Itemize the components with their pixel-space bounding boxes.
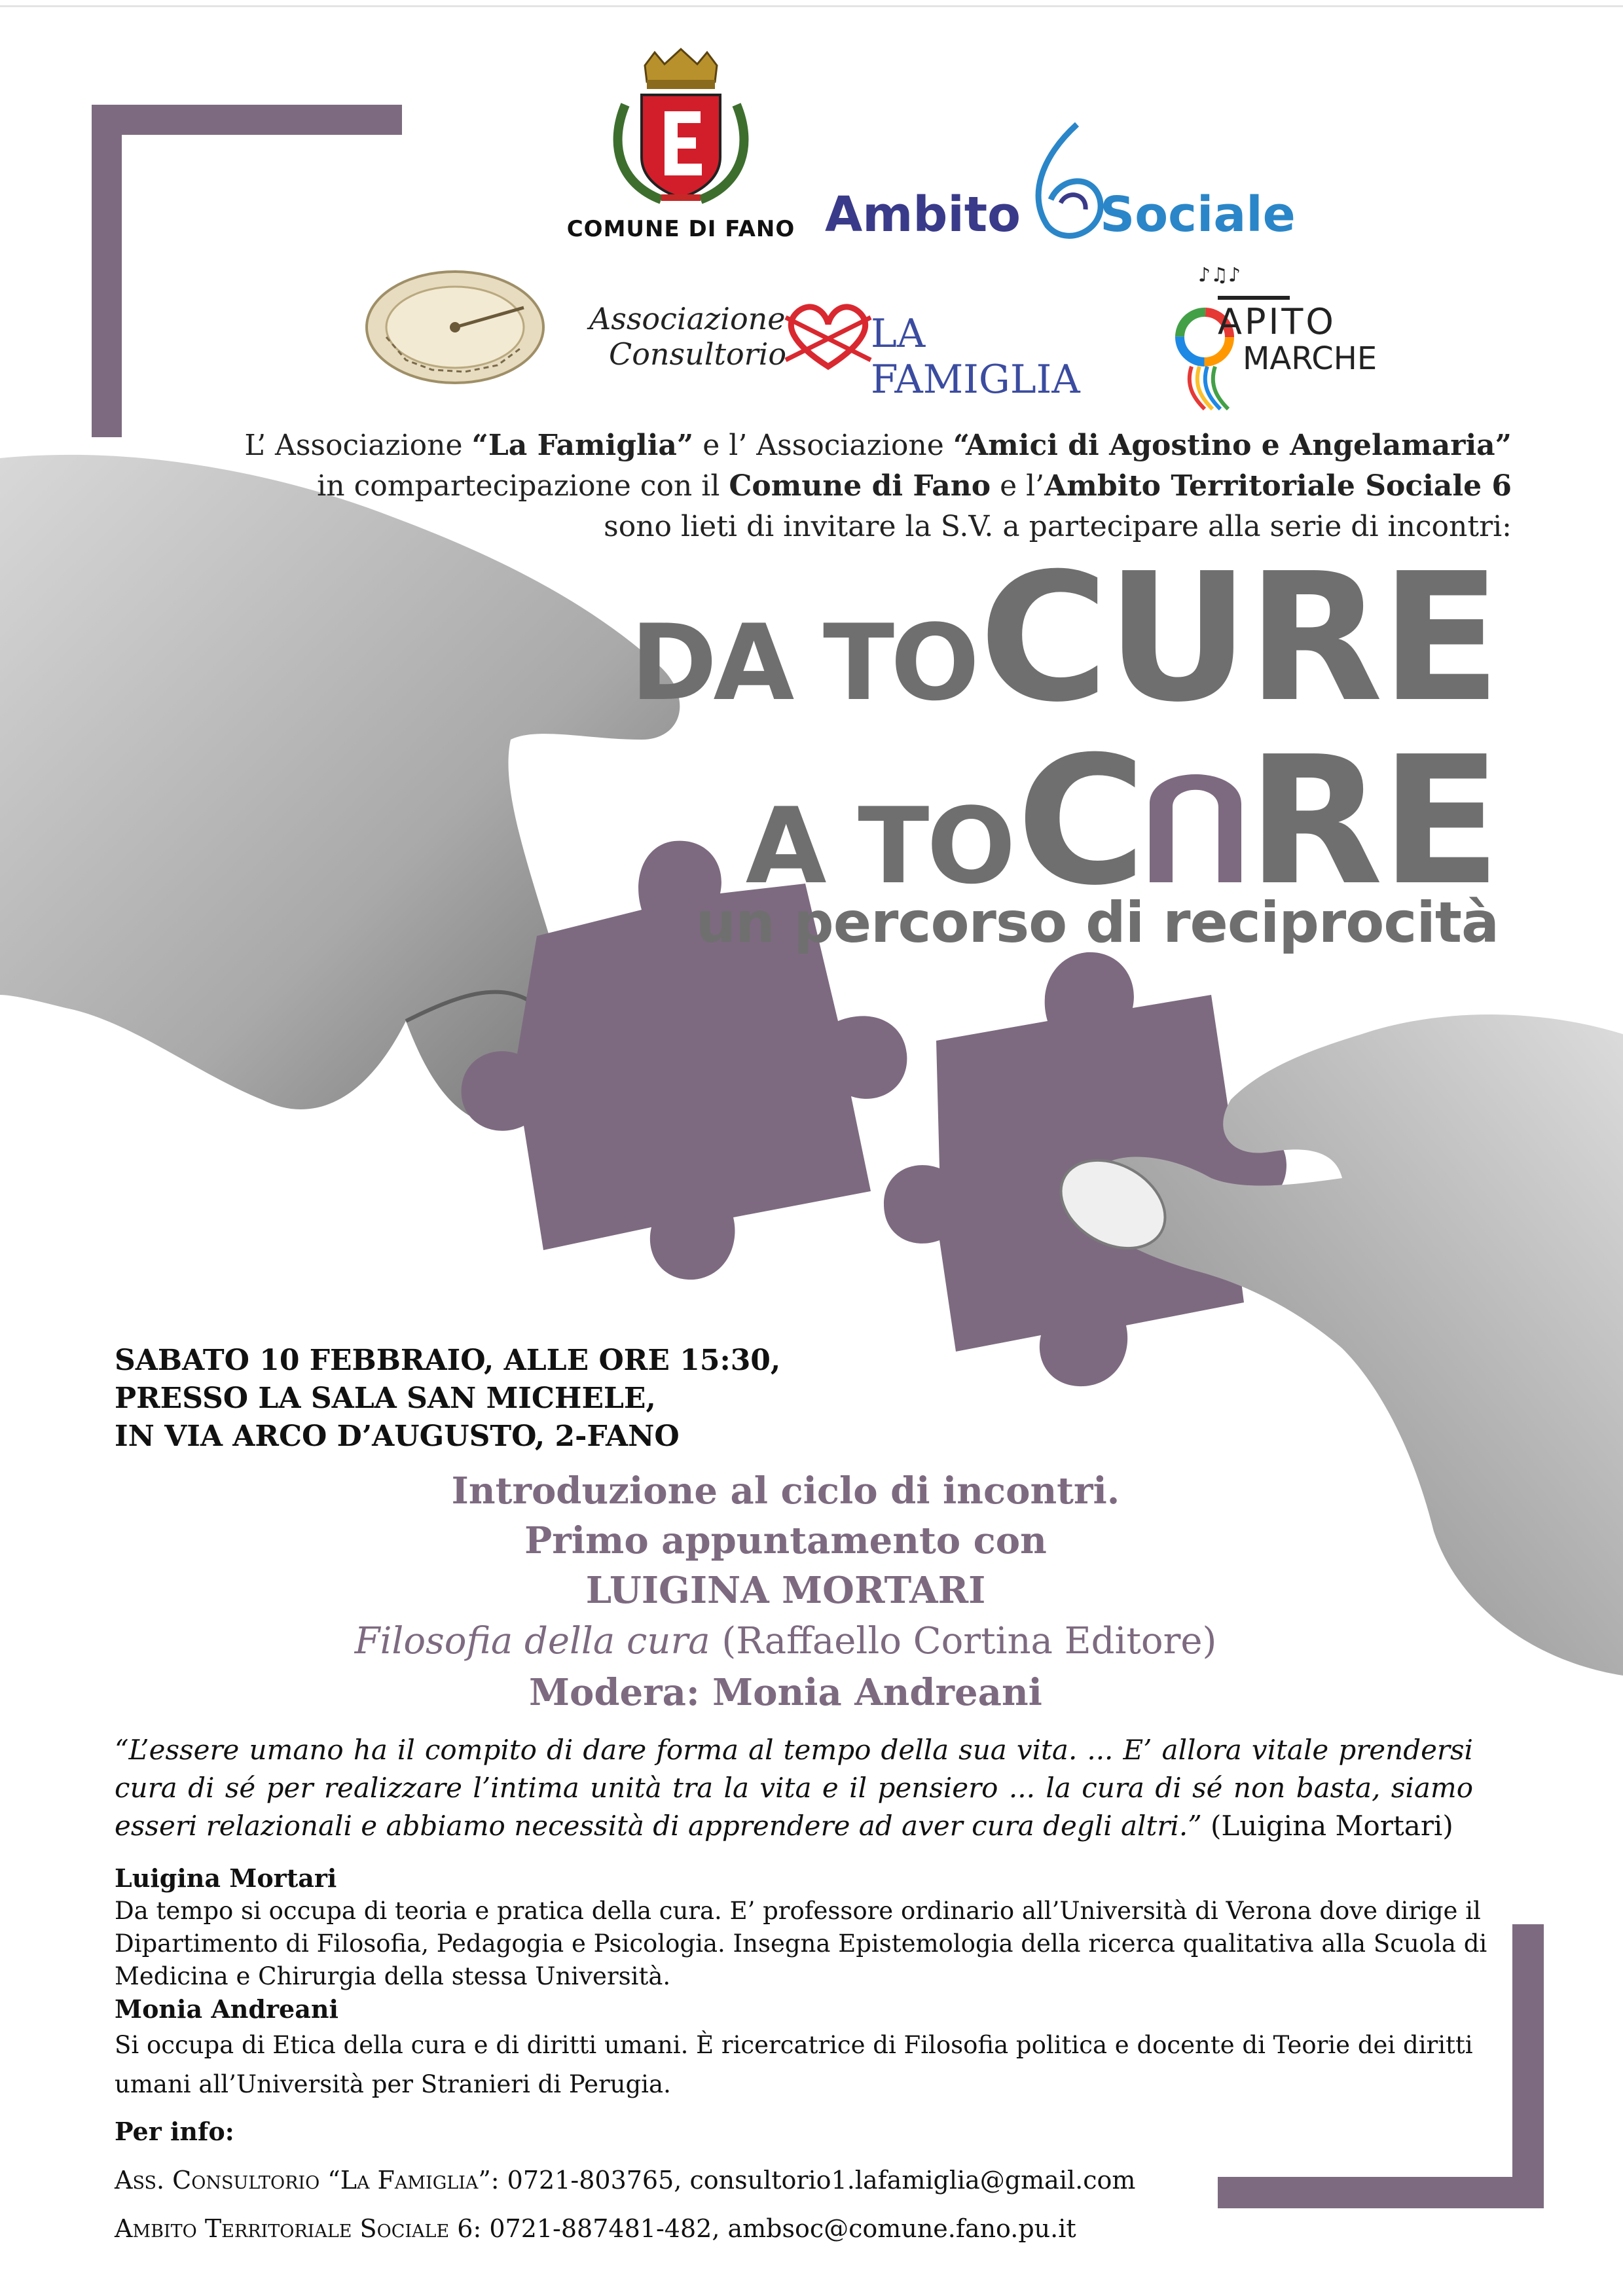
title-a-to: A TO — [745, 785, 1013, 907]
heart-icon — [779, 298, 877, 376]
event-address: IN VIA ARCO D’AUGUSTO, 2-FANO — [115, 1420, 680, 1453]
event-details — [115, 1342, 780, 1456]
contact-value: : 0721-887481-482, ambsoc@comune.fano.pu.it — [473, 2214, 1076, 2243]
six-hand-icon — [1015, 118, 1113, 249]
bio-text-andreani: Si occupa di Etica della cura e di diritti umani. È ricercatrice di Filosofia politica e docente di Teorie dei diritti umani all’Università per Stranieri di Perugia. — [115, 2031, 1473, 2098]
svg-text:♪♫♪: ♪♫♪ — [1198, 264, 1241, 287]
invitation-text — [202, 425, 1512, 547]
contact-label: Ass. Consultorio “La Famiglia” — [115, 2166, 491, 2195]
invite-text: e l’ — [991, 469, 1045, 503]
association-la-famiglia: “La Famiglia” — [471, 429, 694, 462]
invite-text: e l’ Associazione — [693, 429, 953, 462]
consultorio-line2: Consultorio — [609, 336, 787, 372]
bios — [115, 1862, 1489, 2104]
association-amici: “Amici di Agostino e Angelamaria” — [953, 429, 1512, 462]
info-heading: Per info: — [115, 2117, 234, 2146]
quote-block — [115, 1731, 1473, 1845]
title-line-1 — [630, 535, 1499, 741]
top-rule — [0, 5, 1623, 7]
book-line — [196, 1615, 1375, 1668]
event-venue: PRESSO LA SALA SAN MICHELE, — [115, 1382, 656, 1415]
comune-label: COMUNE DI FANO — [566, 216, 795, 242]
moderator: Modera: Monia Andreani — [529, 1671, 1042, 1714]
title-care-re: RE — [1247, 718, 1499, 924]
title-care-c: C — [1016, 718, 1144, 924]
invite-line-3: sono lieti di invitare la S.V. a partecipare alla serie di incontri: — [604, 510, 1512, 543]
quote-author: (Luigina Mortari) — [1201, 1810, 1453, 1842]
book-publisher: (Raffaello Cortina Editore) — [710, 1620, 1217, 1662]
comune-di-fano-logo — [563, 46, 799, 242]
quote-text: “L’essere umano ha il compito di dare forma al tempo della sua vita. ... E’ allora vitale prendersi cura di sé per realizzare l’intima unità tra la vita e il pensiero ... la cura di sé non basta, siamo esseri relazionali e abbiamo necessità di apprendere ad aver cura degli altri.” — [115, 1734, 1473, 1842]
contact-ambito — [115, 2204, 1135, 2253]
intro-line-2: Primo appuntamento con — [524, 1519, 1047, 1562]
corner-bracket-top-left — [92, 105, 402, 135]
contact-info — [115, 2108, 1135, 2253]
consultorio-line1: Associazione — [589, 301, 786, 336]
invite-line-2 — [202, 466, 1512, 507]
invite-text: L’ Associazione — [244, 429, 472, 462]
title-cure: CURE — [979, 535, 1499, 741]
ambito-sociale-logo — [818, 118, 1303, 249]
title-da-to: DA TO — [630, 601, 976, 724]
sociale-word: Sociale — [1100, 187, 1296, 243]
comune-di-fano: Comune di Fano — [729, 469, 991, 503]
subtitle: un percorso di reciprocità — [695, 890, 1499, 956]
marche-word: MARCHE — [1243, 340, 1377, 377]
contact-value: : 0721-803765, consultorio1.lafamiglia@gmail.com — [490, 2166, 1136, 2195]
contact-label: Ambito Territoriale Sociale 6 — [115, 2214, 473, 2243]
book-title: Filosofia della cura — [354, 1620, 710, 1662]
amici-agostino-logo — [360, 262, 550, 393]
speaker-name: LUIGINA MORTARI — [585, 1569, 986, 1612]
invite-text: in compartecipazione con il — [317, 469, 729, 503]
capito-word: APITO — [1218, 301, 1336, 342]
arch-letter-icon — [1146, 751, 1245, 882]
corner-bracket-bottom-right — [1218, 2177, 1544, 2208]
bio-name-andreani: Monia Andreani — [115, 1994, 338, 2024]
capito-marche-logo — [1165, 262, 1381, 412]
sundial-icon — [360, 262, 550, 393]
bio-text-mortari: Da tempo si occupa di teoria e pratica della cura. E’ professore ordinario all’Università di Verona dove dirige il Dipartimento di Filosofia, Pedagogia e Psicologia. Insegna Epistemologia della ricerca qualitativa alla Scuola di Medicina e Chirurgia della stessa Università. — [115, 1897, 1487, 1990]
invite-line-1 — [202, 425, 1512, 466]
ambito-word: Ambito — [825, 187, 1021, 243]
contact-consultorio — [115, 2156, 1135, 2204]
event-date: SABATO 10 FEBBRAIO, ALLE ORE 15:30, — [115, 1344, 781, 1377]
ambito-territoriale: Ambito Territoriale Sociale 6 — [1044, 469, 1512, 503]
corner-bracket-top-left-vertical — [92, 105, 122, 437]
title-line-2 — [745, 718, 1499, 924]
consultorio-name: LA FAMIGLIA — [871, 311, 1080, 403]
introduction-block — [196, 1466, 1375, 1717]
corner-bracket-bottom-right-vertical — [1512, 1924, 1544, 2208]
crest-icon — [563, 46, 799, 213]
bio-name-mortari: Luigina Mortari — [115, 1863, 337, 1893]
intro-line-1: Introduzione al ciclo di incontri. — [451, 1469, 1120, 1513]
consultorio-la-famiglia-logo — [583, 295, 1139, 403]
